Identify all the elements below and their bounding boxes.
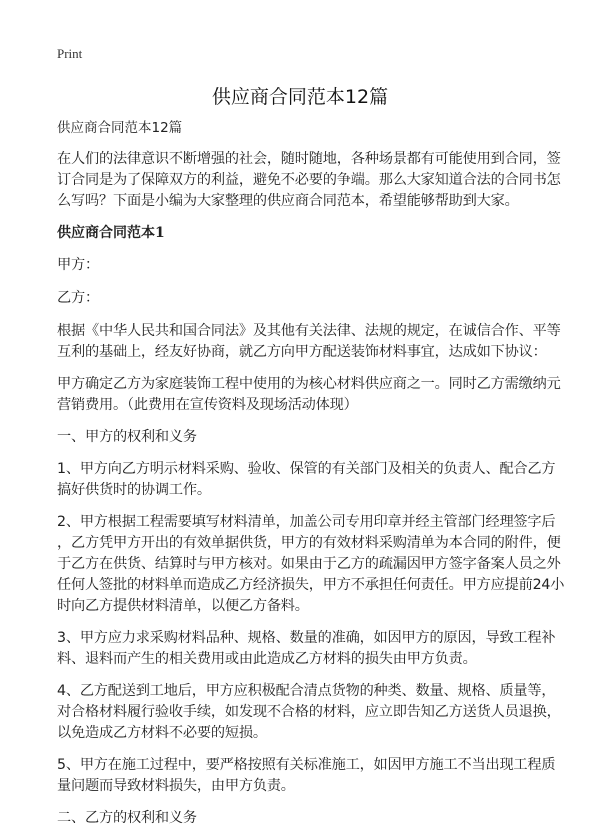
text-line: 二、乙方的权利和义务	[57, 810, 197, 826]
contract-paragraph	[57, 427, 557, 448]
text-line: 3、甲方应力求采购材料品种、规格、数量的准确，如因甲方的原因，导致工程补	[57, 630, 556, 646]
contract-paragraph	[57, 374, 561, 416]
print-link[interactable]: Print	[57, 46, 83, 61]
document-body	[57, 118, 565, 840]
text-line: 时向乙方提供材料清单，以便乙方备料。	[57, 598, 309, 614]
document-subtitle: 供应商合同范本12篇	[57, 120, 183, 136]
contract-paragraph	[57, 512, 565, 617]
text-line: 以免造成乙方材料不必要的短损。	[57, 725, 267, 741]
text-line: 订合同是为了保障双方的利益，避免不必要的争端。那么大家知道合法的合同书怎	[57, 172, 561, 188]
contract-paragraph	[57, 808, 557, 829]
contract-paragraph	[57, 321, 561, 363]
contract-paragraph	[57, 755, 557, 797]
text-line: 对合格材料履行验收手续，如发现不合格的材料，应立即告知乙方送货人员退换，	[57, 704, 561, 720]
text-line: 搞好供货时的协调工作。	[57, 482, 211, 498]
text-line: 甲方确定乙方为家庭装饰工程中使用的为核心材料供应商之一。同时乙方需缴纳元	[57, 376, 561, 392]
text-line: 量问题而导致材料损失，由甲方负责。	[57, 778, 295, 794]
text-line: 互利的基础上，经友好协商，就乙方向甲方配送装饰材料事宜，达成如下协议：	[57, 344, 547, 360]
text-line: 营销费用。（此费用在宣传资料及现场活动体现）	[57, 397, 358, 413]
contract-paragraph	[57, 681, 561, 744]
text-line: 根据《中华人民共和国合同法》及其他有关法律、法规的规定，在诚信合作、平等	[57, 323, 561, 339]
text-line: ，乙方凭甲方开出的有效单据供货，甲方的有效材料采购清单为本合同的附件，便	[57, 535, 561, 551]
text-line: 么写吗？下面是小编为大家整理的供应商合同范本，希望能够帮助到大家。	[57, 193, 519, 209]
party-b-label: 乙方：	[57, 290, 99, 306]
page-title: 供应商合同范本12篇	[211, 86, 389, 108]
text-line: 1、甲方向乙方明示材料采购、验收、保管的有关部门及相关的负责人、配合乙方	[57, 461, 556, 477]
contract-paragraph	[57, 459, 557, 501]
text-line: 一、甲方的权利和义务	[57, 429, 197, 445]
section-heading: 供应商合同范本1	[57, 225, 165, 241]
text-line: 于乙方在供货、结算时与甲方核对。如果由于乙方的疏漏因甲方签字备案人员之外	[57, 556, 561, 572]
text-line: 5、甲方在施工过程中，要严格按照有关标准施工，如因甲方施工不当出现工程质	[57, 757, 556, 773]
contract-paragraph	[57, 628, 557, 670]
text-line: 任何人签批的材料单而造成乙方经济损失，甲方不承担任何责任。甲方应提前24小	[57, 577, 565, 593]
party-a-label: 甲方：	[57, 257, 99, 273]
text-line: 料、退料而产生的相关费用或由此造成乙方材料的损失由甲方负责。	[57, 651, 477, 667]
intro-paragraph	[57, 149, 561, 212]
text-line: 在人们的法律意识不断增强的社会，随时随地，各种场景都有可能使用到合同，签	[57, 151, 561, 167]
text-line: 2、甲方根据工程需要填写材料清单，加盖公司专用印章并经主管部门经理签字后	[57, 514, 556, 530]
text-line: 4、乙方配送到工地后，甲方应积极配合清点货物的种类、数量、规格、质量等，	[57, 683, 556, 699]
